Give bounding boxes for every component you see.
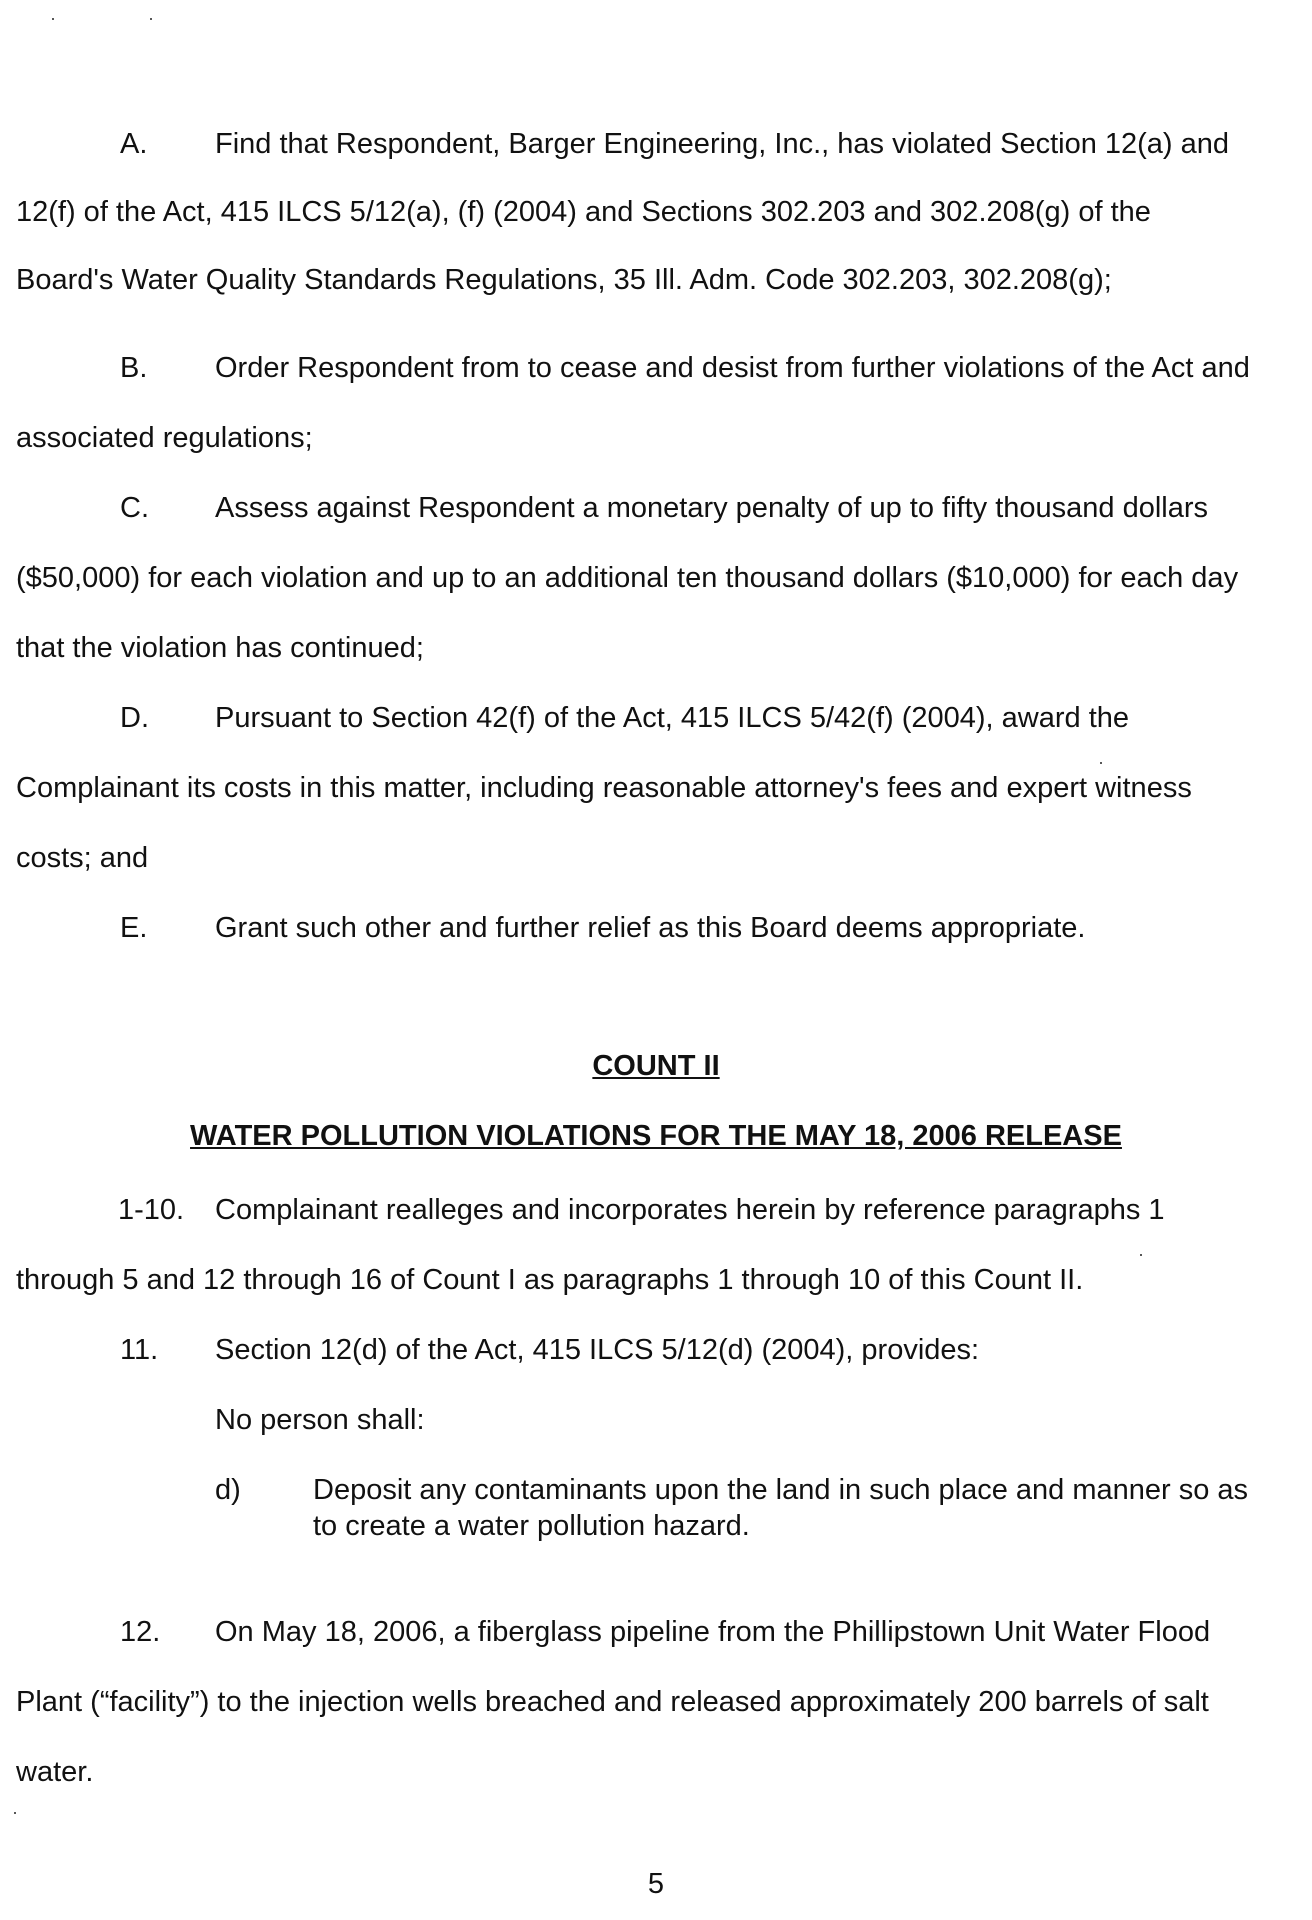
paragraph-1-10-line-2: through 5 and 12 through 16 of Count I as paragraphs 1 through 10 of this Count II. [16, 1264, 1084, 1296]
paragraph-b-line-2: associated regulations; [16, 422, 313, 454]
paragraph-1-10-label: 1-10. [118, 1194, 185, 1226]
count-title: COUNT II [592, 1050, 720, 1082]
scan-speck [1140, 1254, 1142, 1256]
quote-item-label: d) [215, 1474, 241, 1506]
paragraph-11-line-1: Section 12(d) of the Act, 415 ILCS 5/12(d) (2004), provides: [215, 1334, 980, 1366]
paragraph-b-line-1: Order Respondent from to cease and desist from further violations of the Act and [215, 352, 1250, 384]
paragraph-a-label: A. [120, 128, 148, 160]
paragraph-12-line-2: Plant (“facility”) to the injection wells breached and released approximately 200 barrels of salt [16, 1686, 1209, 1718]
paragraph-b-label: B. [120, 352, 148, 384]
quote-intro: No person shall: [215, 1404, 425, 1436]
paragraph-e-line-1: Grant such other and further relief as this Board deems appropriate. [215, 912, 1086, 944]
paragraph-c-line-1: Assess against Respondent a monetary penalty of up to fifty thousand dollars [215, 492, 1209, 524]
quote-item-line-2: to create a water pollution hazard. [313, 1510, 750, 1542]
paragraph-c-label: C. [120, 492, 149, 524]
paragraph-1-10-line-1: Complainant realleges and incorporates herein by reference paragraphs 1 [215, 1194, 1165, 1226]
count-subtitle: WATER POLLUTION VIOLATIONS FOR THE MAY 18, 2006 RELEASE [190, 1120, 1122, 1152]
scan-speck [1100, 762, 1102, 764]
paragraph-d-label: D. [120, 702, 149, 734]
paragraph-a-line-2: 12(f) of the Act, 415 ILCS 5/12(a), (f) (2004) and Sections 302.203 and 302.208(g) of the [16, 196, 1151, 228]
scan-speck [14, 1812, 16, 1814]
paragraph-e-label: E. [120, 912, 148, 944]
paragraph-a-line-1: Find that Respondent, Barger Engineering, Inc., has violated Section 12(a) and [215, 128, 1230, 160]
paragraph-d-line-2: Complainant its costs in this matter, including reasonable attorney's fees and expert witness [16, 772, 1192, 804]
page-number: 5 [647, 1868, 665, 1900]
paragraph-12-label: 12. [120, 1616, 161, 1648]
scan-speck [150, 18, 152, 20]
paragraph-d-line-3: costs; and [16, 842, 149, 874]
paragraph-a-line-3: Board's Water Quality Standards Regulations, 35 Ill. Adm. Code 302.203, 302.208(g); [16, 264, 1112, 296]
paragraph-12-line-1: On May 18, 2006, a fiberglass pipeline from the Phillipstown Unit Water Flood [215, 1616, 1211, 1648]
scan-speck [52, 18, 54, 20]
paragraph-c-line-3: that the violation has continued; [16, 632, 424, 664]
paragraph-c-line-2: ($50,000) for each violation and up to an additional ten thousand dollars ($10,000) for each day [16, 562, 1239, 594]
paragraph-12-line-3: water. [16, 1756, 94, 1788]
quote-item-line-1: Deposit any contaminants upon the land in such place and manner so as [313, 1474, 1249, 1506]
paragraph-d-line-1: Pursuant to Section 42(f) of the Act, 415 ILCS 5/42(f) (2004), award the [215, 702, 1130, 734]
paragraph-11-label: 11. [120, 1334, 159, 1366]
